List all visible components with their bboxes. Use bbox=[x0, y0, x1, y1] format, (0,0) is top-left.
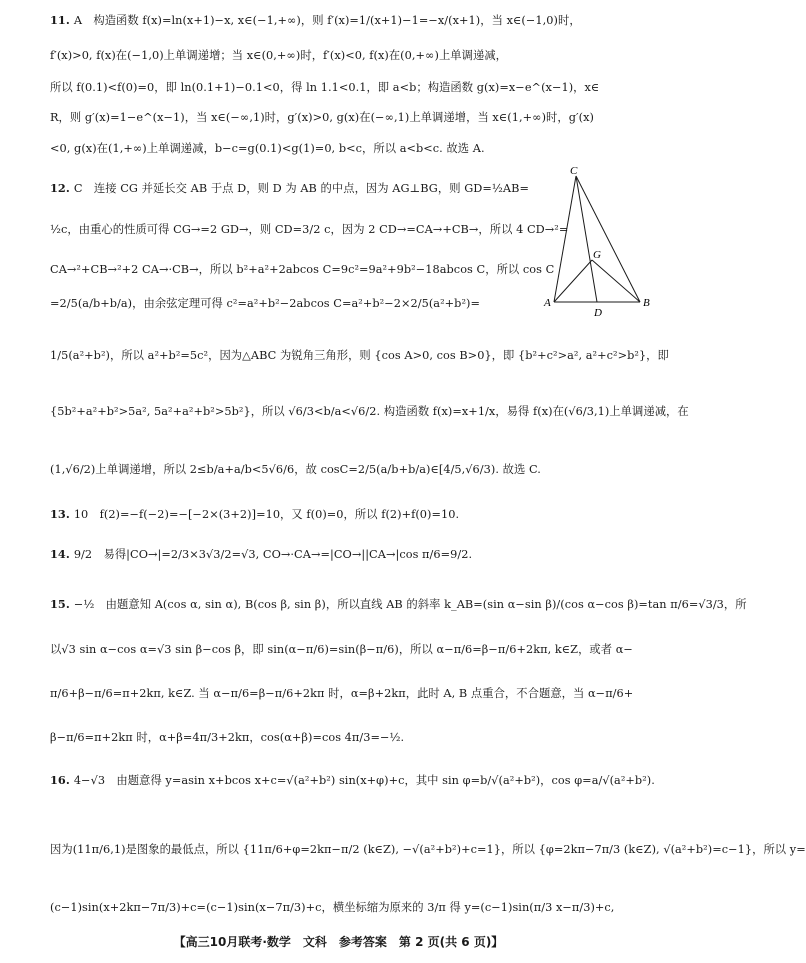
text-line: R，则 g′(x)=1−e^(x−1)，当 x∈(−∞,1)时，g′(x)>0, g(x)在(−∞,1)上单调递增，当 x∈(1,+∞)时，g′(x) bbox=[50, 111, 594, 124]
text-line: 15. −½ 由题意知 A(cos α, sin α), B(cos β, sin β)，所以直线 AB 的斜率 k_AB=(sin α−sin β)/(cos α−cos β)=tan π/6=√3/3，所 bbox=[50, 597, 747, 611]
segment-bg bbox=[592, 260, 640, 302]
text-line: 所以 f(0.1)<f(0)=0，即 ln(0.1+1)−0.1<0，得 ln 1.1<0.1，即 a<b；构造函数 g(x)=x−e^(x−1)，x∈ bbox=[50, 81, 600, 94]
text-line: 14. 9/2 易得|CO→|=2/3×3√3/2=√3, CO→·CA→=|CO→||CA→|cos π/6=9/2. bbox=[50, 547, 473, 561]
label-d: D bbox=[594, 307, 602, 319]
segment-cb bbox=[576, 176, 640, 302]
label-b: B bbox=[643, 297, 650, 309]
text-line: 1/5(a²+b²)，所以 a²+b²=5c²，因为△ABC 为锐角三角形，则 {cos A>0, cos B>0}，即 {b²+c²>a², a²+c²>b²}，即 bbox=[50, 349, 669, 362]
text-line: 12. C 连接 CG 并延长交 AB 于点 D，则 D 为 AB 的中点，因为 AG⊥BG，则 GD=½AB= bbox=[50, 181, 529, 195]
text-line: 以√3 sin α−cos α=√3 sin β−cos β，即 sin(α−π/6)=sin(β−π/6)，所以 α−π/6=β−π/6+2kπ, k∈Z，或者 α− bbox=[50, 643, 633, 656]
text-line: ½c，由重心的性质可得 CG→=2 GD→，则 CD=3/2 c，因为 2 CD→=CA→+CB→，所以 4 CD→²= bbox=[50, 223, 569, 236]
label-c: C bbox=[570, 165, 578, 177]
label-g: G bbox=[593, 249, 601, 261]
question-number: 16. bbox=[50, 773, 70, 787]
text-line: π/6+β−π/6=π+2kπ, k∈Z. 当 α−π/6=β−π/6+2kπ 时，α=β+2kπ，此时 A, B 点重合，不合题意，当 α−π/6+ bbox=[50, 687, 634, 700]
text-line: 13. 10 f(2)=−f(−2)=−[−2×(3+2)]=10，又 f(0)=0，所以 f(2)+f(0)=10. bbox=[50, 507, 460, 521]
text-line: β−π/6=π+2kπ 时，α+β=4π/3+2kπ，cos(α+β)=cos 4π/3=−½. bbox=[50, 731, 405, 744]
text-line: 因为(11π/6,1)是图象的最低点，所以 {11π/6+φ=2kπ−π/2 (k∈Z), −√(a²+b²)+c=1}，所以 {φ=2kπ−7π/3 (k∈Z), √(a²+b²)=c−1}，所以 y= bbox=[50, 843, 806, 856]
page-footer: 【高三10月联考·数学 文科 参考答案 第 2 页(共 6 页)】 bbox=[173, 935, 504, 949]
segment-ag bbox=[554, 260, 592, 302]
text-line: 16. 4−√3 由题意得 y=asin x+bcos x+c=√(a²+b²) sin(x+φ)+c，其中 sin φ=b/√(a²+b²)，cos φ=a/√(a²+b²). bbox=[50, 773, 655, 787]
text-line: =2/5(a/b+b/a)，由余弦定理可得 c²=a²+b²−2abcos C=a²+b²−2×2/5(a²+b²)= bbox=[50, 297, 481, 310]
text-line: <0, g(x)在(1,+∞)上单调递减，b−c=g(0.1)<g(1)=0, b<c，所以 a<b<c. 故选 A. bbox=[50, 142, 485, 155]
text-line: CA→²+CB→²+2 CA→·CB→，所以 b²+a²+2abcos C=9c²=9a²+9b²−18abcos C，所以 cos C bbox=[50, 263, 555, 276]
question-number: 13. bbox=[50, 507, 70, 521]
text-line: (1,√6/2)上单调递增，所以 2≤b/a+a/b<5√6/6，故 cosC=2/5(a/b+b/a)∈[4/5,√6/3). 故选 C. bbox=[50, 463, 541, 476]
label-a: A bbox=[544, 297, 551, 309]
text-line: (c−1)sin(x+2kπ−7π/3)+c=(c−1)sin(x−7π/3)+c，横坐标缩为原来的 3/π 得 y=(c−1)sin(π/3 x−π/3)+c, bbox=[50, 901, 615, 914]
text-line: {5b²+a²+b²>5a², 5a²+a²+b²>5b²}，所以 √6/3<b/a<√6/2. 构造函数 f(x)=x+1/x，易得 f(x)在(√6/3,1)上单调递减，在 bbox=[50, 405, 689, 418]
text-line: f′(x)>0, f(x)在(−1,0)上单调递增；当 x∈(0,+∞)时，f′(x)<0, f(x)在(0,+∞)上单调递减， bbox=[50, 49, 508, 62]
text-line: 11. A 构造函数 f(x)=ln(x+1)−x, x∈(−1,+∞)，则 f′(x)=1/(x+1)−1=−x/(x+1)，当 x∈(−1,0)时， bbox=[50, 13, 581, 27]
question-number: 14. bbox=[50, 547, 70, 561]
question-number: 12. bbox=[50, 181, 70, 195]
question-number: 11. bbox=[50, 13, 70, 27]
segment-ca bbox=[554, 176, 576, 302]
segment-cd bbox=[576, 176, 597, 302]
triangle-figure bbox=[540, 166, 658, 318]
question-number: 15. bbox=[50, 597, 70, 611]
